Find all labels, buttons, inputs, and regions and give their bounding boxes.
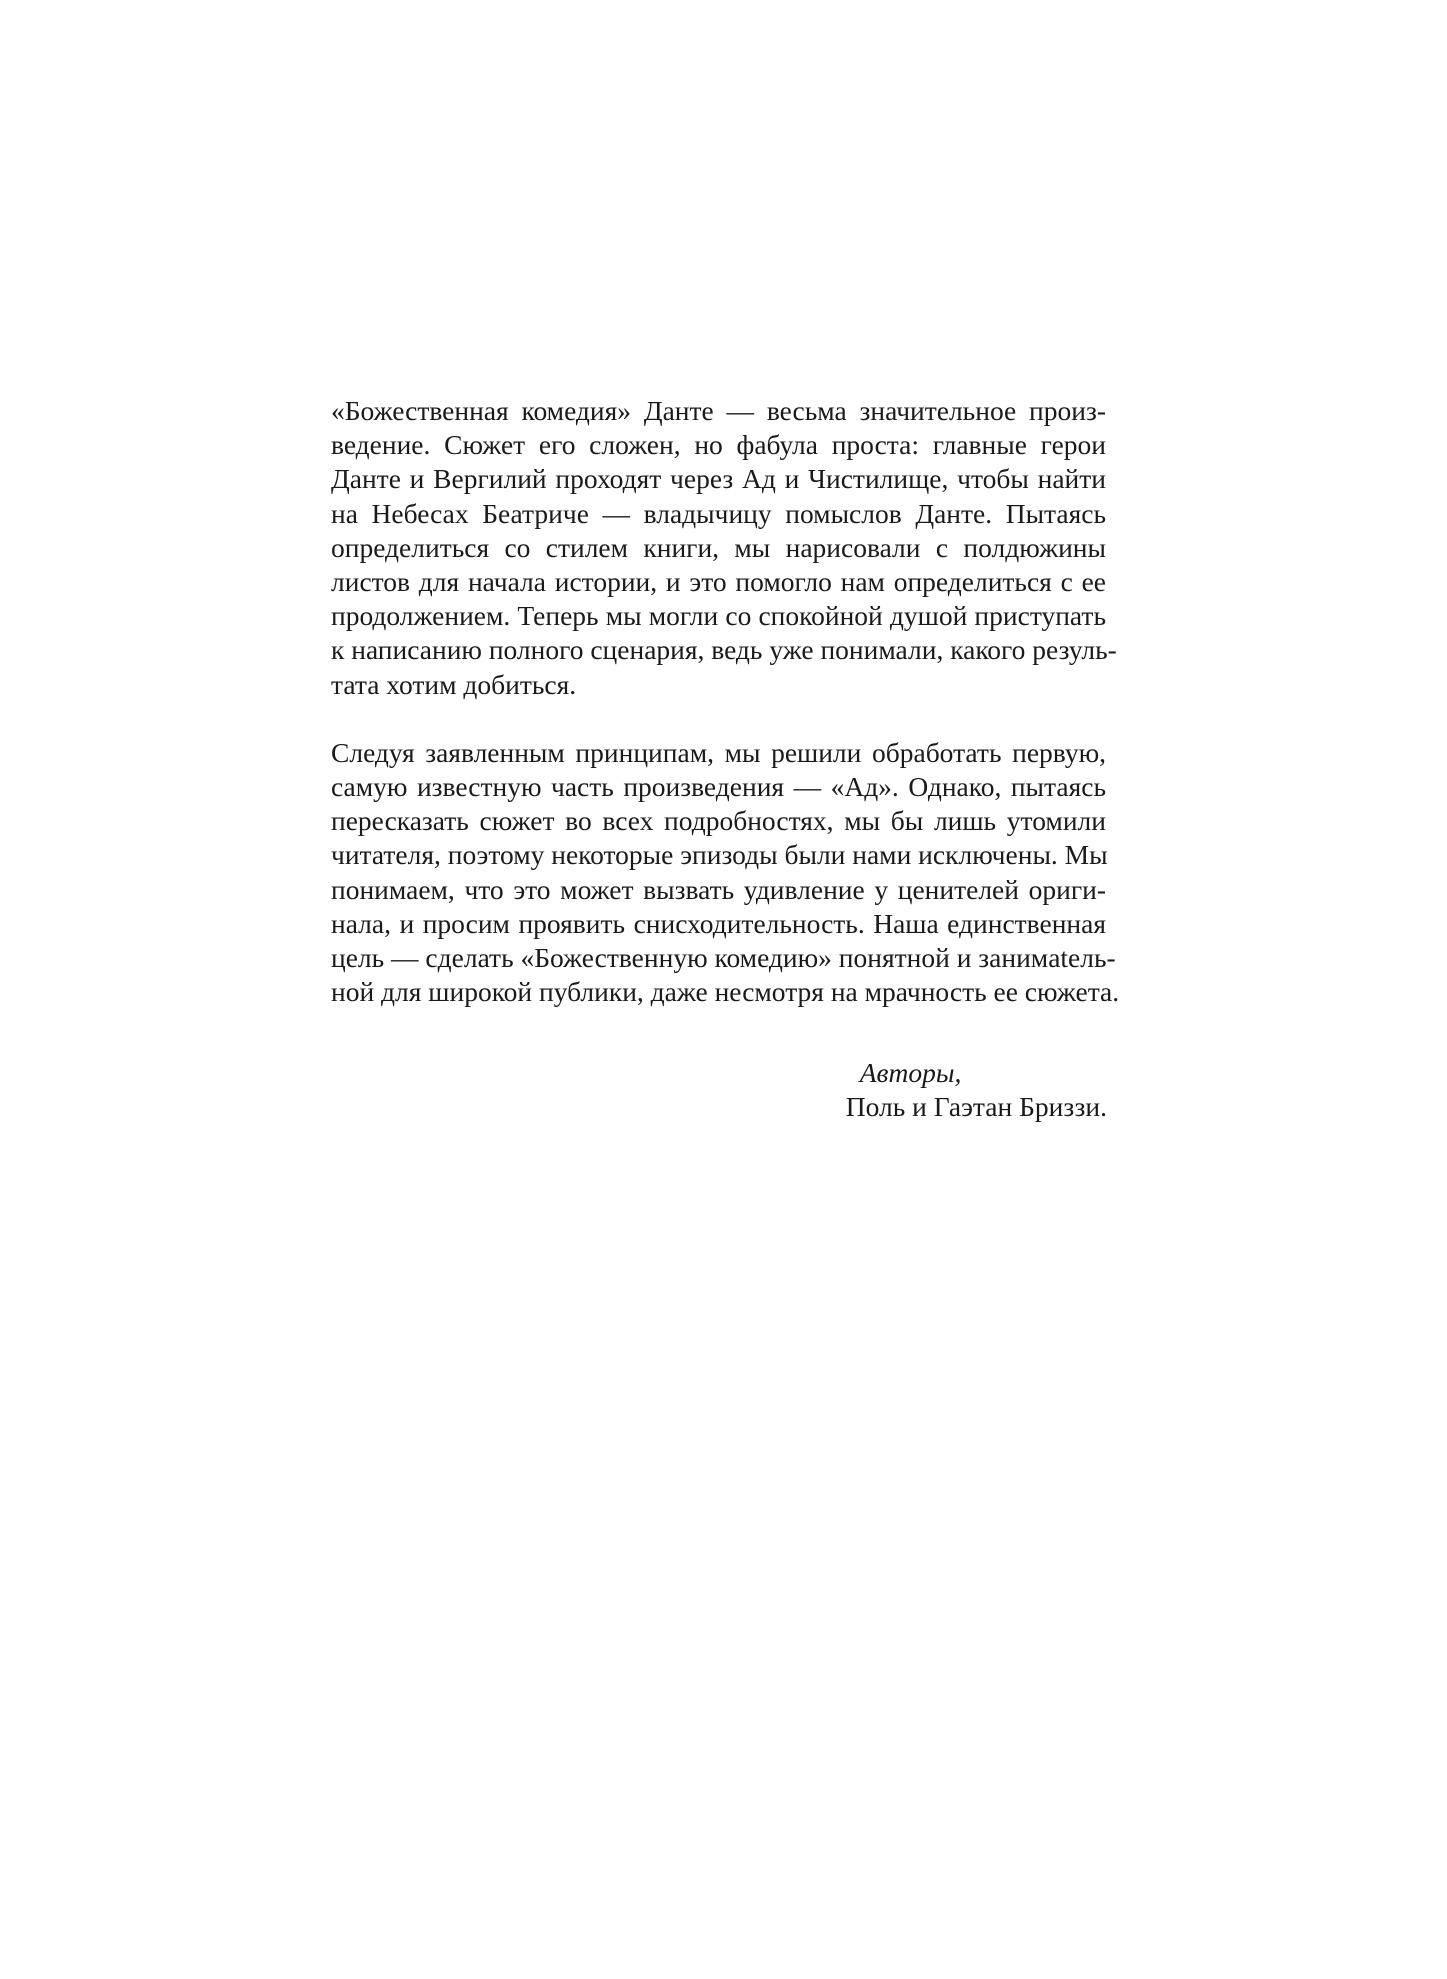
text-line: Данте и Вергилий проходят через Ад и Чистилище, чтобы найти bbox=[331, 463, 1106, 495]
text-line: ной для широкой публики, даже несмотря на мрачность ее сюжета. bbox=[331, 976, 1120, 1008]
text-line: самую известную часть произведения — «Ад». Однако, пытаясь bbox=[331, 771, 1106, 803]
signature-names: Поль и Гаэтан Бриззи. bbox=[845, 1091, 1107, 1123]
paragraph-2 bbox=[331, 736, 1120, 1010]
signature-role: Авторы, bbox=[859, 1057, 962, 1088]
text-line: нала, и просим проявить снисходительность. Наша единственная bbox=[331, 907, 1106, 939]
text-line: читателя, поэтому некоторые эпизоды были нами исключены. Мы bbox=[331, 839, 1108, 871]
paragraph-1 bbox=[331, 394, 1117, 702]
text-line: Следуя заявленным принципам, мы решили обработать первую, bbox=[331, 736, 1106, 768]
text-line: на Небесах Беатриче — владычицу помыслов Данте. Пытаясь bbox=[331, 497, 1106, 529]
preface-text bbox=[331, 394, 1120, 1009]
text-line: цель — сделать «Божественную комедию» понятной и занимatель- bbox=[331, 942, 1116, 974]
text-line: определиться со стилем книги, мы нарисовали с полдюжины bbox=[331, 531, 1106, 563]
text-line: пересказать сюжет во всех подробностях, мы бы лишь утомили bbox=[331, 805, 1106, 837]
text-line: тата хотим добиться. bbox=[331, 668, 577, 700]
text-line: понимаем, что это может вызвать удивление у ценителей ориги- bbox=[331, 873, 1106, 905]
text-line: к написанию полного сценария, ведь уже понимали, какого резуль- bbox=[331, 634, 1117, 666]
text-line: ведение. Сюжет его сложен, но фабула проста: главные герои bbox=[331, 429, 1106, 461]
signature bbox=[846, 1056, 1107, 1124]
text-line: «Божественная комедия» Данте — весьма значительное произ- bbox=[331, 395, 1106, 426]
text-line: листов для начала истории, и это помогло нам определиться с ее bbox=[331, 566, 1106, 598]
text-line: продолжением. Теперь мы могли со спокойной душой приступать bbox=[331, 600, 1106, 632]
